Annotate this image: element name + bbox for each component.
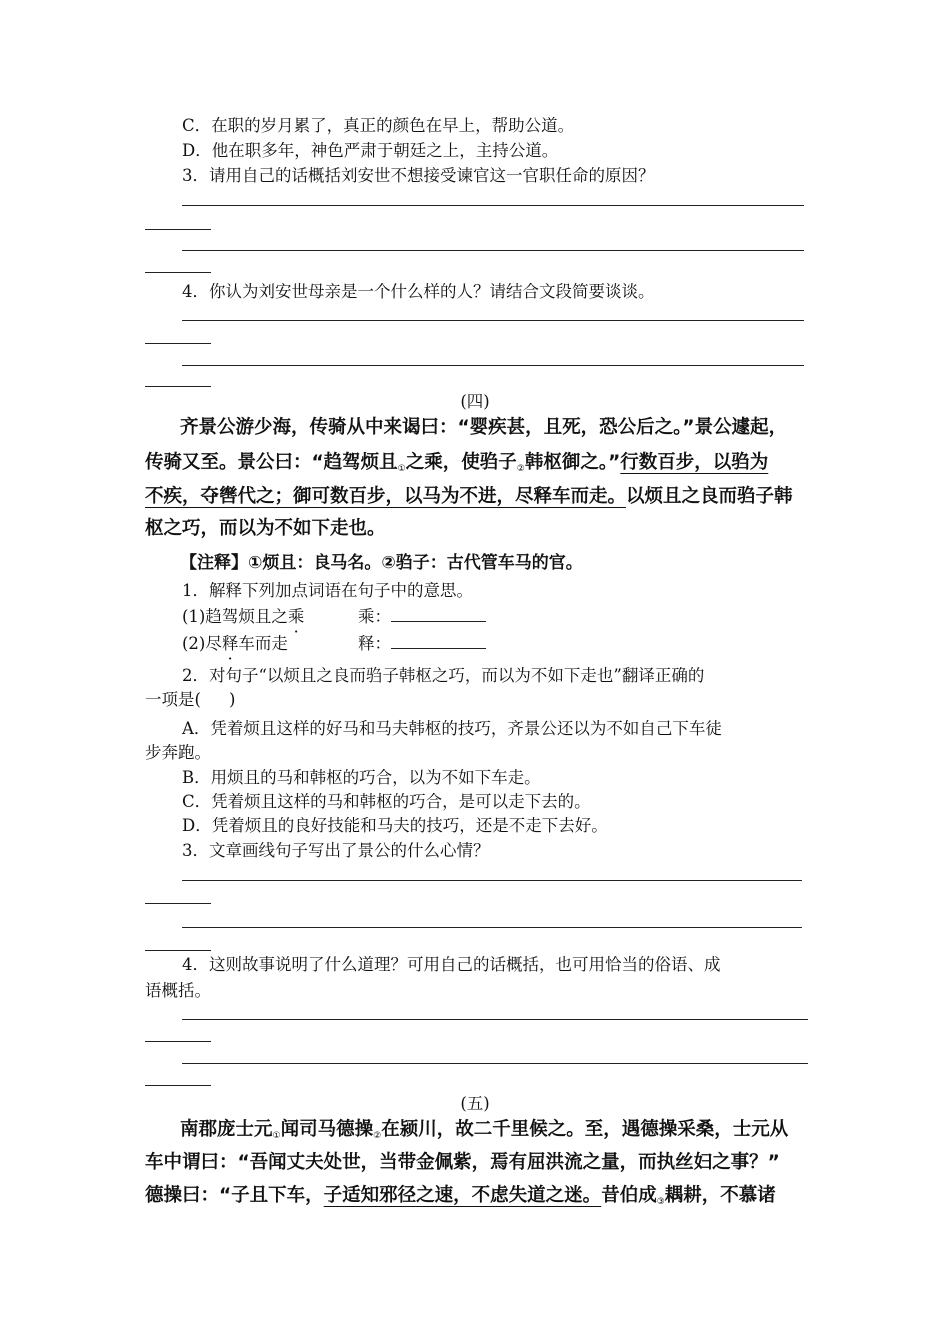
item-1-label: 乘： [358,606,486,628]
underlined-sentence: 不疾，夺辔代之；御可数百步，以马为不进，尽释车而走。 [145,486,627,507]
section-heading-5: (五) [460,1094,490,1113]
option-d: D．凭着烦且的良好技能和马夫的技巧，还是不走下去好。 [182,816,608,835]
answer-line[interactable] [182,205,804,206]
answer-line-tail[interactable] [145,272,211,273]
passage-line: 齐景公游少海，传骑从中来谒曰：“婴疾甚，且死，恐公后之。”景公遽起， [180,417,788,438]
footnote-marker: ② [373,1131,382,1141]
answer-line[interactable] [182,1019,808,1020]
answer-line-tail[interactable] [145,343,211,344]
passage-line: 南郡庞士元$_①$闻司马德操$_②$在颍川，故二千里候之。至，遇德操采桑，士元从 [180,1119,789,1141]
item-2-label: 释： [358,633,486,655]
passage-line: 传骑又至。景公曰：“趋驾烦且$_①$之乘，使驺子$_②$韩枢御之。”行数百步，以驺为 [145,452,769,474]
question-1: 1．解释下列加点词语在句子中的意思。 [182,581,473,600]
underlined-sentence: 行数百步，以驺为 [620,452,769,473]
question-2-cont: 一项是( ) [145,690,236,709]
answer-line-tail[interactable] [145,903,211,904]
passage-line: 不疾，夺辔代之；御可数百步，以马为不进，尽释车而走。以烦且之良而驺子韩 [145,486,793,507]
dotted-word: 乘 [287,607,305,626]
fill-blank[interactable] [391,607,486,622]
section-heading-4: (四) [460,392,490,411]
annotation-note: 【注释】①烦且：良马名。②驺子：古代管车马的官。 [180,553,583,573]
answer-line-tail[interactable] [145,950,211,951]
question-2: 2．对句子“以烦且之良而驺子韩枢之巧，而以为不如下走也”翻译正确的 [182,666,705,685]
question-4-cont: 语概括。 [145,981,211,1000]
answer-line[interactable] [182,365,804,366]
fill-blank[interactable] [391,634,486,649]
option-b: B．用烦且的马和韩枢的巧合，以为不如下车走。 [182,768,541,787]
answer-line[interactable] [182,320,804,321]
passage-line: 枢之巧，而以为不如下走也。 [145,518,386,539]
answer-line[interactable] [182,880,802,881]
footnote-marker: ① [397,464,406,474]
passage-line: 车中谓曰：“吾闻丈夫处世，当带金佩紫，焉有屈洪流之量，而执丝妇之事？” [145,1152,780,1173]
question-3: 3．请用自己的话概括刘安世不想接受谏官这一官职任命的原因？ [182,166,655,185]
answer-line-tail[interactable] [145,229,211,230]
footnote-marker: ③ [656,1197,665,1207]
answer-line[interactable] [182,927,802,928]
answer-line-tail[interactable] [145,1085,211,1086]
question-4: 4．你认为刘安世母亲是一个什么样的人？请结合文段简要谈谈。 [182,282,655,301]
footnote-marker: ① [272,1131,281,1141]
answer-line-tail[interactable] [145,1041,211,1042]
answer-line[interactable] [182,1063,808,1064]
question-1-item-2: (2)尽释车而走 [182,634,288,653]
question-1-item-1: (1)趋驾烦且之乘 [182,607,305,626]
underlined-sentence: 子适知邪径之速，不虑失道之迷。 [323,1185,602,1206]
dotted-word: 释 [221,634,239,653]
option-a: A．凭着烦且这样的好马和马夫韩枢的技巧，齐景公还以为不如自己下车徒 [182,719,722,738]
option-c: C．凭着烦且这样的马和韩枢的巧合，是可以走下去的。 [182,792,591,811]
answer-line-tail[interactable] [145,386,211,387]
question-4: 4．这则故事说明了什么道理？可用自己的话概括，也可用恰当的俗语、成 [182,955,721,974]
footnote-marker: ② [516,464,525,474]
option-d: D．他在职多年，神色严肃于朝廷之上，主持公道。 [182,141,559,160]
option-c: C．在职的岁月累了，真正的颜色在早上，帮助公道。 [182,116,575,135]
passage-line: 德操曰：“子且下车，子适知邪径之速，不虑失道之迷。昔伯成$_③$耦耕，不慕诸 [145,1185,776,1207]
option-a-cont: 步奔跑。 [145,743,211,762]
answer-line[interactable] [182,250,804,251]
question-3: 3．文章画线句子写出了景公的什么心情？ [182,841,490,860]
